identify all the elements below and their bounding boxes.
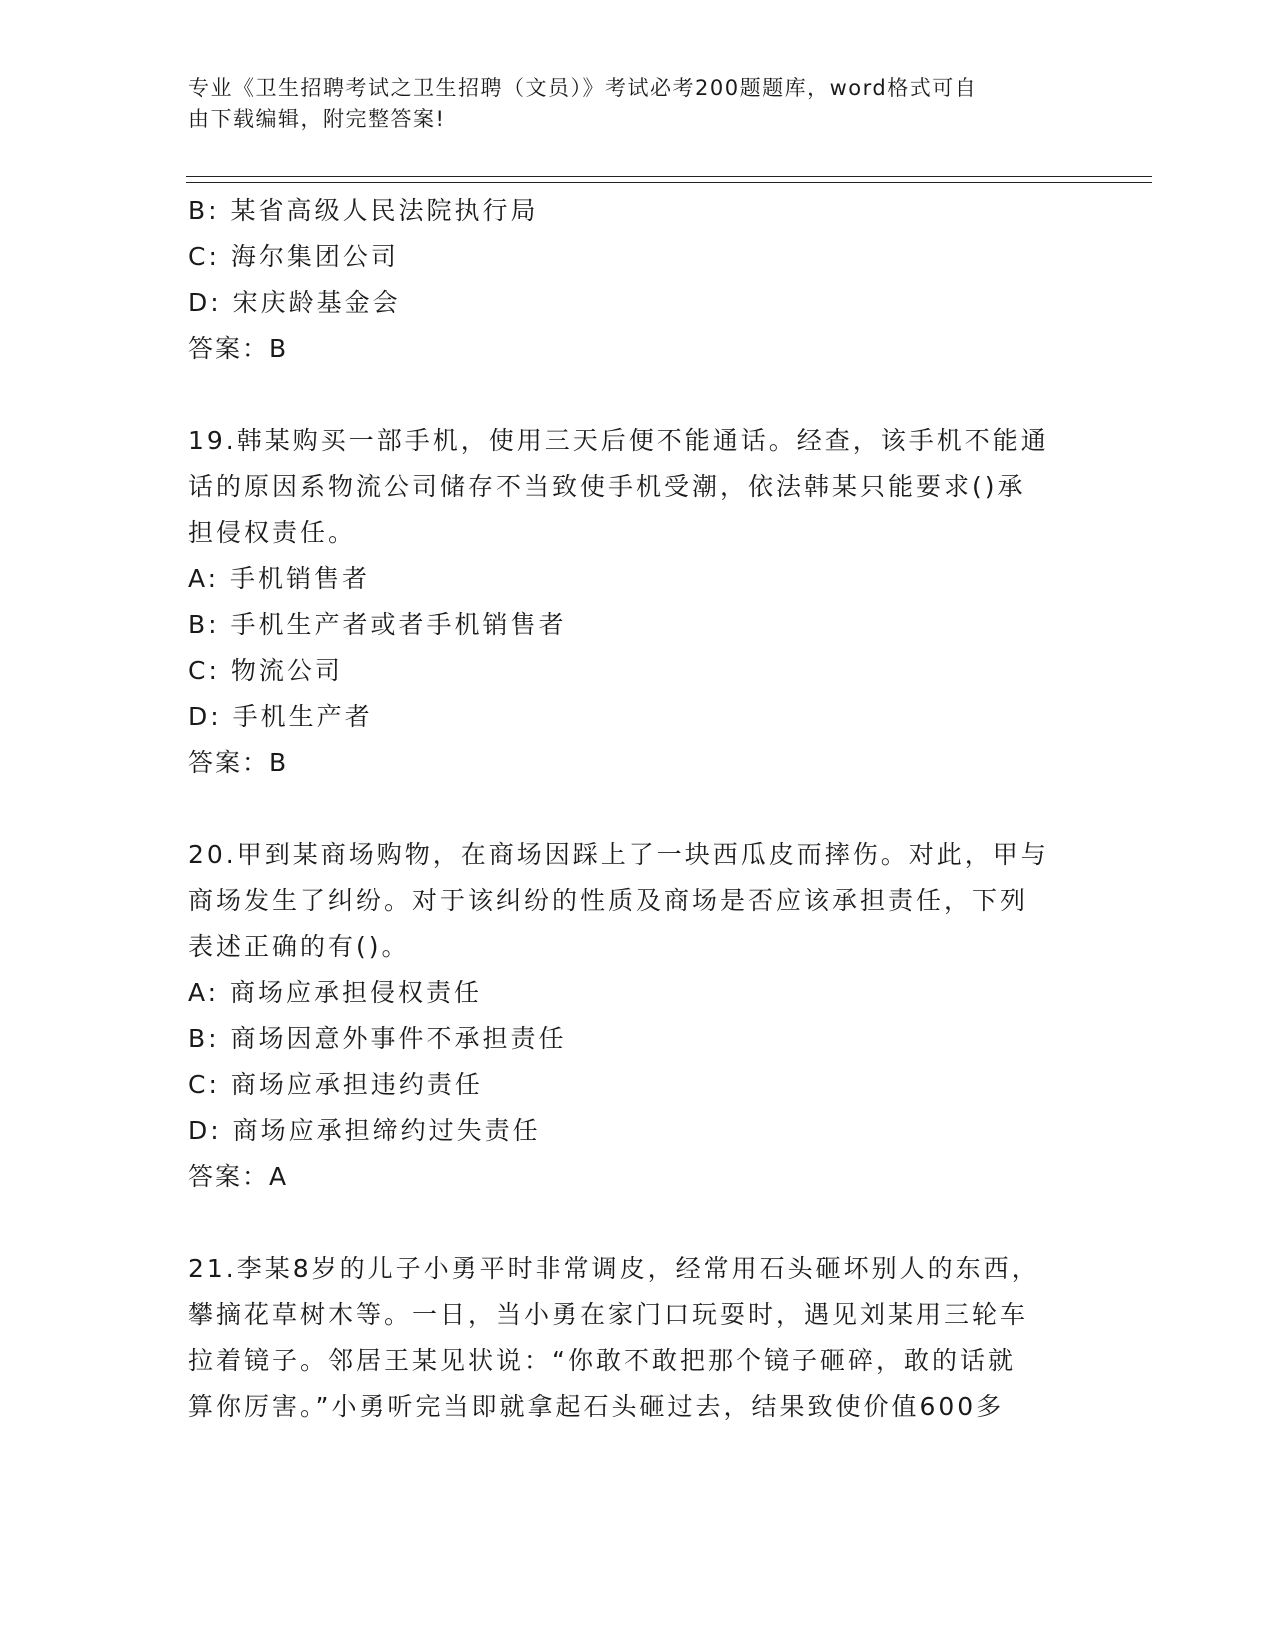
answer-line: 答案：B [188, 334, 289, 363]
option-a: A: 商场应承担侵权责任 [188, 978, 483, 1007]
option-d: D: 商场应承担缔约过失责任 [188, 1116, 541, 1145]
answer-line: 答案：A [188, 1162, 289, 1191]
option-b: B: 某省高级人民法院执行局 [188, 196, 539, 225]
spacer [188, 372, 1088, 418]
previous-question-tail [188, 188, 1088, 372]
stem-line: 商场发生了纠纷。对于该纠纷的性质及商场是否应该承担责任，下列 [188, 886, 1029, 915]
option-c: C: 商场应承担违约责任 [188, 1070, 483, 1099]
question-stem [188, 832, 1088, 970]
stem-line: 20.甲到某商场购物，在商场因踩上了一块西瓜皮而摔伤。对此，甲与 [188, 840, 1049, 869]
stem-line: 攀摘花草树木等。一日，当小勇在家门口玩耍时，遇见刘某用三轮车 [188, 1300, 1029, 1329]
stem-line: 担侵权责任。 [188, 518, 357, 547]
document-header [188, 73, 1068, 135]
option-c: C: 海尔集团公司 [188, 242, 399, 271]
stem-line: 表述正确的有()。 [188, 932, 410, 961]
header-divider [186, 182, 1152, 183]
option-a: A: 手机销售者 [188, 564, 371, 593]
option-b: B: 商场因意外事件不承担责任 [188, 1024, 567, 1053]
stem-line: 21.李某8岁的儿子小勇平时非常调皮，经常用石头砸坏别人的东西， [188, 1254, 1040, 1283]
question-21 [188, 1246, 1088, 1430]
header-line: 专业《卫生招聘考试之卫生招聘（文员）》考试必考200题题库，word格式可自 [188, 76, 978, 100]
spacer [188, 786, 1088, 832]
question-stem [188, 1246, 1088, 1430]
option-b: B: 手机生产者或者手机销售者 [188, 610, 567, 639]
stem-line: 算你厉害。”小勇听完当即就拿起石头砸过去，结果致使价值600多 [188, 1392, 1005, 1421]
answer-line: 答案：B [188, 748, 289, 777]
stem-line: 拉着镜子。邻居王某见状说：“你敢不敢把那个镜子砸碎，敢的话就 [188, 1346, 1016, 1375]
question-19 [188, 418, 1088, 786]
stem-line: 19.韩某购买一部手机，使用三天后便不能通话。经查，该手机不能通 [188, 426, 1049, 455]
option-d: D: 手机生产者 [188, 702, 373, 731]
option-c: C: 物流公司 [188, 656, 343, 685]
option-d: D: 宋庆龄基金会 [188, 288, 401, 317]
document-body [188, 188, 1088, 1430]
header-line: 由下载编辑，附完整答案! [188, 107, 446, 131]
question-stem [188, 418, 1088, 556]
question-20 [188, 832, 1088, 1200]
stem-line: 话的原因系物流公司储存不当致使手机受潮，依法韩某只能要求()承 [188, 472, 1026, 501]
header-divider [186, 176, 1152, 177]
spacer [188, 1200, 1088, 1246]
